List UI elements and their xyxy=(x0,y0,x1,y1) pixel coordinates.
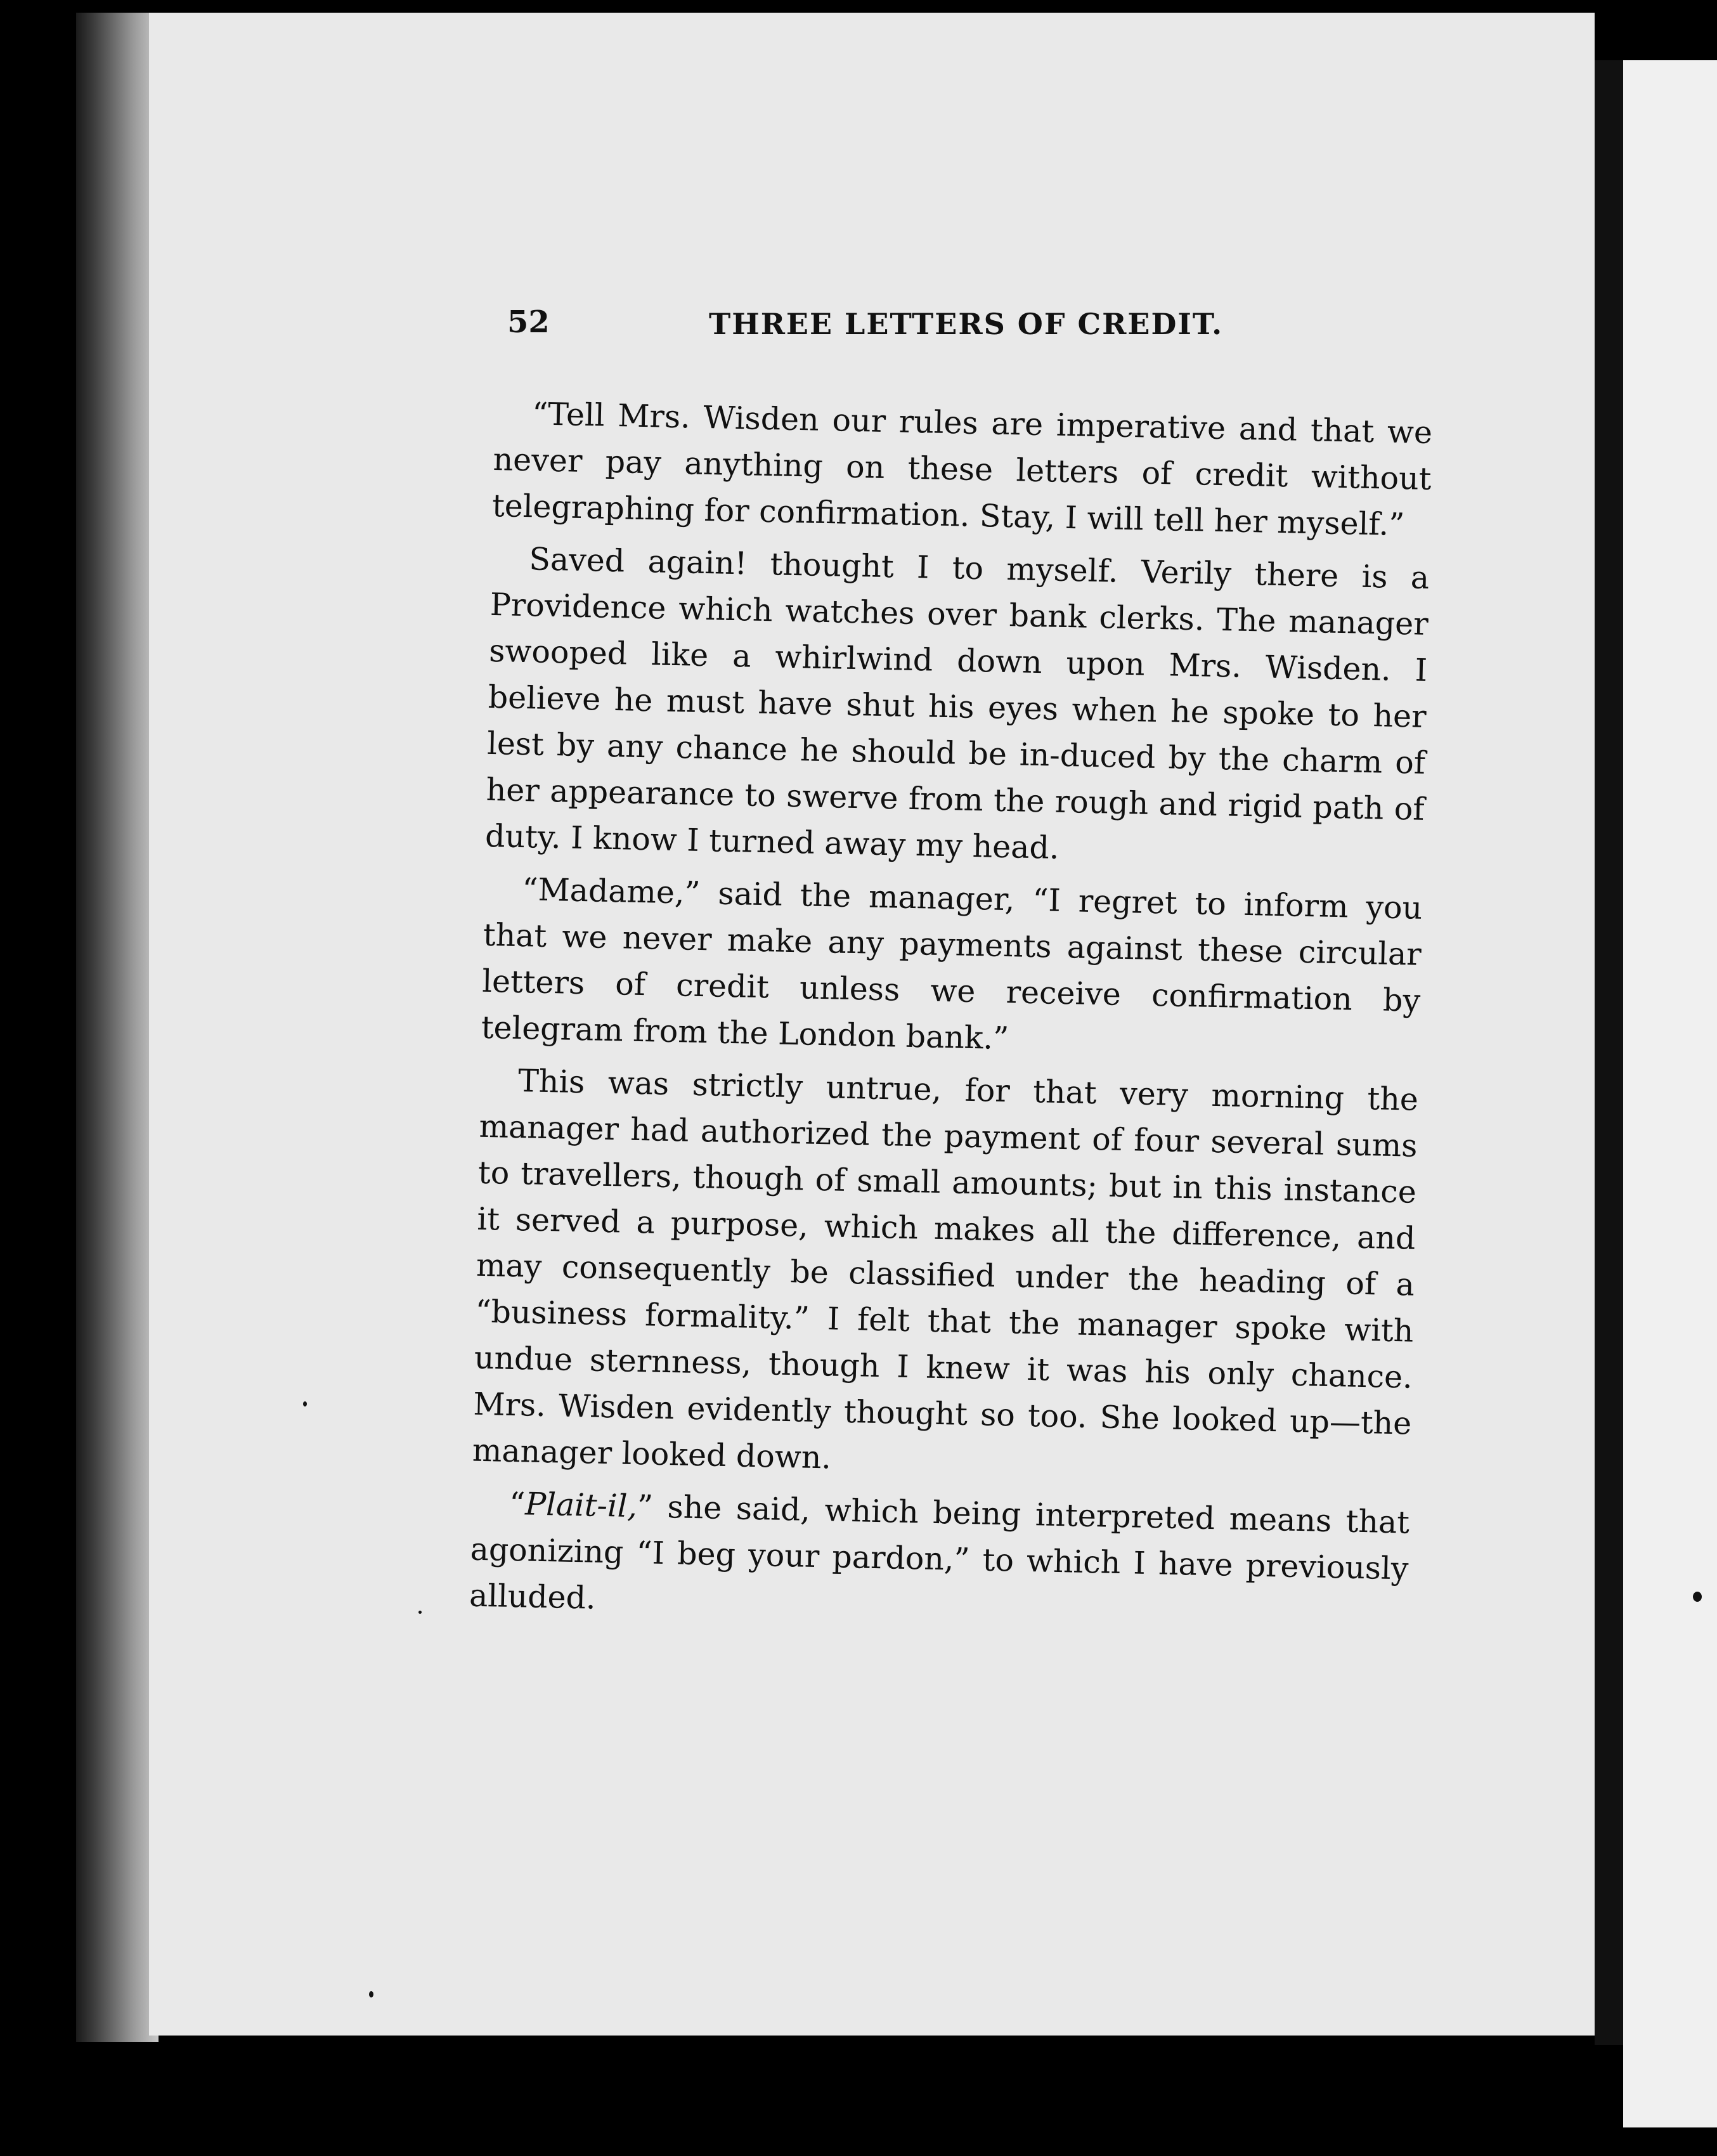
speck-mark xyxy=(418,1611,422,1614)
gutter-shadow xyxy=(1595,60,1623,2045)
open-quote: “ xyxy=(509,1485,526,1523)
book-spine-edge xyxy=(76,13,159,2042)
italic-phrase: Plait-il, xyxy=(524,1486,638,1525)
paragraph: “Madame,” said the manager, “I regret to inform you that we never make any payments against these circular letters of credit unless we receive confirmation by telegram from the London bank.” xyxy=(481,871,1423,1057)
running-title: THREE LETTERS OF CREDIT. xyxy=(709,307,1224,341)
body-text xyxy=(469,390,1432,1639)
paragraph-rest: ” she said, which being interpreted means that agonizing “I beg your pardon,” to which I have previously alluded. xyxy=(469,1488,1410,1616)
page-number: 52 xyxy=(507,304,550,340)
facing-page-edge xyxy=(1623,60,1717,2127)
paragraph: “Tell Mrs. Wisden our rules are imperative and that we never pay anything on these letters of credit without telegraphing for confirmation. Stay, I will tell her myself.” xyxy=(491,396,1433,543)
running-head xyxy=(507,304,1243,361)
speck-mark xyxy=(1693,1592,1702,1602)
speck-mark xyxy=(303,1401,307,1406)
paragraph: Saved again! thought I to myself. Verily there is a Providence which watches over bank clerks. The manager swooped like a whirlwind down upon Mrs. Wisden. I believe he must have shut his eyes when he spoke to her lest by any chance he should be in-duced by the charm of her appearance to swerve from the rough and rigid path of duty. I know I turned away my head. xyxy=(484,541,1430,866)
paragraph: This was strictly untrue, for that very morning the manager had authorized the payment of four several sums to travellers, though of small amounts; but in this instance it served a purpose, which makes all the difference, and may consequently be classified under the heading of a “business formality.” I felt that the manager spoke with undue sternness, though I knew it was his only chance. Mrs. Wisden evidently thought so too. She looked up—the manager looked down. xyxy=(472,1063,1419,1476)
paragraph-last xyxy=(469,1480,1409,1639)
speck-mark xyxy=(369,1991,373,1997)
